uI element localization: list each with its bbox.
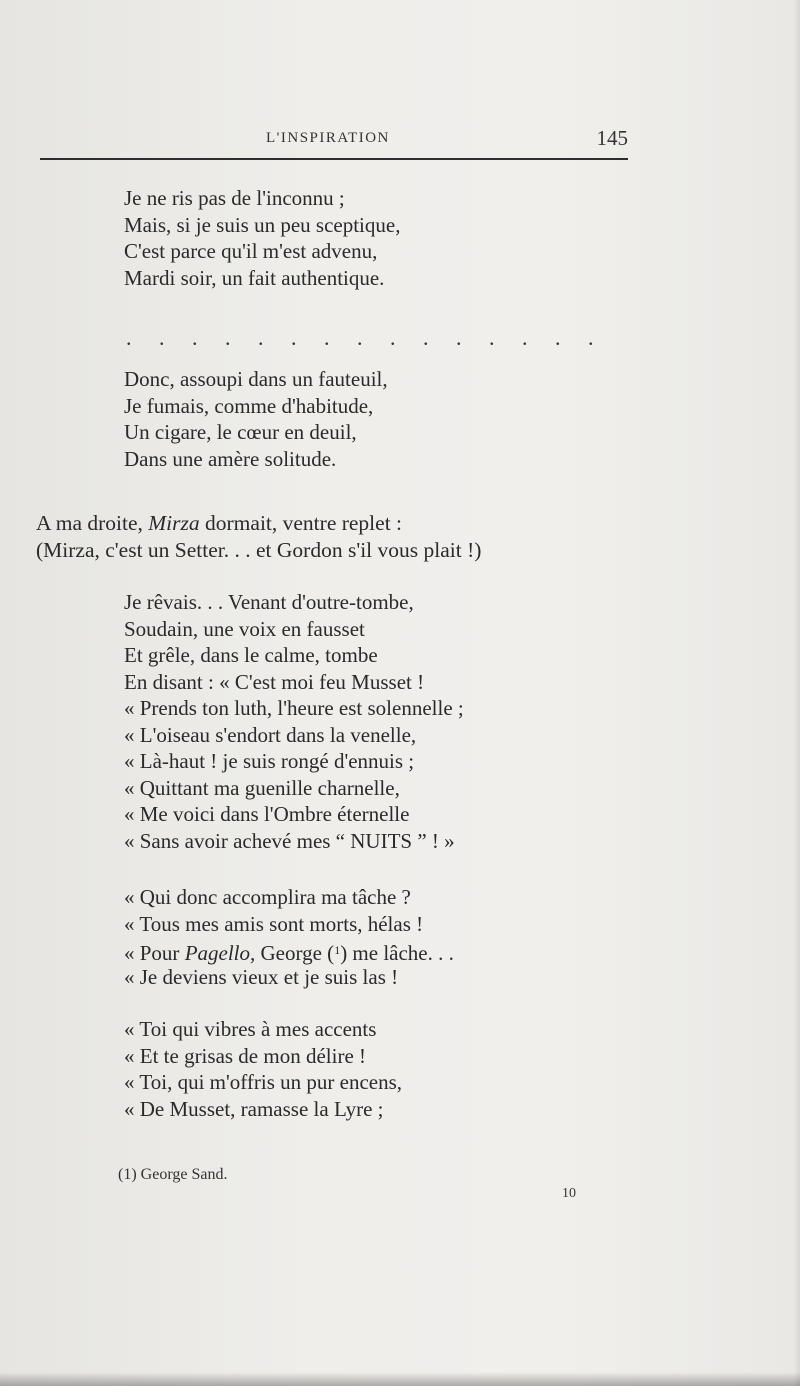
verse-line: « Toi, qui m'offris un pur encens, [124, 1070, 403, 1094]
verse-line: « Qui donc accomplira ma tâche ? [124, 885, 411, 909]
footnote-marker: 1 [334, 943, 341, 957]
aside-text: dormait, ventre replet : [199, 511, 403, 535]
header-rule [40, 158, 628, 160]
stanza-3 [124, 589, 464, 854]
page-edge-shadow [794, 0, 800, 1386]
aside-text: A ma droite, [36, 511, 149, 535]
aside-couplet [36, 510, 481, 563]
signature-mark: 10 [562, 1186, 576, 1201]
verse-line: « Je deviens vieux et je suis las ! [124, 964, 399, 989]
verse-line: « Sans avoir achevé mes “ NUITS ” ! » [124, 828, 455, 853]
verse-line: Je ne ris pas de l'inconnu ; [124, 186, 345, 210]
verse-line: Soudain, une voix en fausset [124, 616, 365, 641]
verse-line: Et grêle, dans le calme, tombe [124, 643, 378, 667]
stanza-1 [124, 185, 400, 291]
verse-line: « Là-haut ! je suis rongé d'ennuis ; [124, 749, 415, 773]
running-title: L'INSPIRATION [266, 130, 390, 146]
verse-line: Mardi soir, un fait authentique. [124, 265, 385, 290]
verse-line: Je fumais, comme d'habitude, [124, 393, 374, 418]
verse-line: « Quittant ma guenille charnelle, [124, 775, 400, 800]
footnote: (1) George Sand. [118, 1166, 228, 1183]
ellipsis-row: . . . . . . . . . . . . . . . [126, 325, 605, 350]
verse-line: Mais, si je suis un peu sceptique, [124, 212, 401, 237]
verse-text: « Pour [124, 941, 185, 965]
verse-text: ) me lâche. . . [340, 941, 454, 965]
verse-line: « Me voici dans l'Ombre éternelle [124, 802, 410, 826]
dog-name-italic: Mirza [148, 511, 200, 535]
verse-line: « Et te grisas de mon délire ! [124, 1043, 367, 1068]
verse-text: George ( [255, 941, 335, 965]
page-number: 145 [596, 126, 628, 150]
verse-line: Je rêvais. . . Venant d'outre-tombe, [124, 590, 414, 614]
verse-line: Un cigare, le cœur en deuil, [124, 420, 357, 444]
verse-line: « Tous mes amis sont morts, hélas ! [124, 911, 424, 936]
verse-line: « De Musset, ramasse la Lyre ; [124, 1096, 384, 1121]
page-bottom-shadow [0, 1372, 800, 1386]
verse-line: « Toi qui vibres à mes accents [124, 1017, 377, 1041]
running-head [40, 126, 628, 158]
verse-line: « Prends ton luth, l'heure est solennelle ; [124, 696, 464, 720]
stanza-4 [124, 884, 454, 990]
verse-line [36, 510, 481, 537]
stanza-2 [124, 366, 388, 472]
verse-line: Donc, assoupi dans un fauteuil, [124, 367, 388, 391]
verse-line: C'est parce qu'il m'est advenu, [124, 239, 378, 263]
verse-line: « L'oiseau s'endort dans la venelle, [124, 722, 417, 747]
name-italic: Pagello, [184, 941, 256, 965]
verse-line: (Mirza, c'est un Setter. . . et Gordon s'il vous plait !) [36, 537, 482, 562]
stanza-5 [124, 1016, 402, 1122]
verse-line: En disant : « C'est moi feu Musset ! [124, 669, 425, 694]
verse-line: Dans une amère solitude. [124, 446, 337, 471]
verse-line [124, 937, 454, 964]
